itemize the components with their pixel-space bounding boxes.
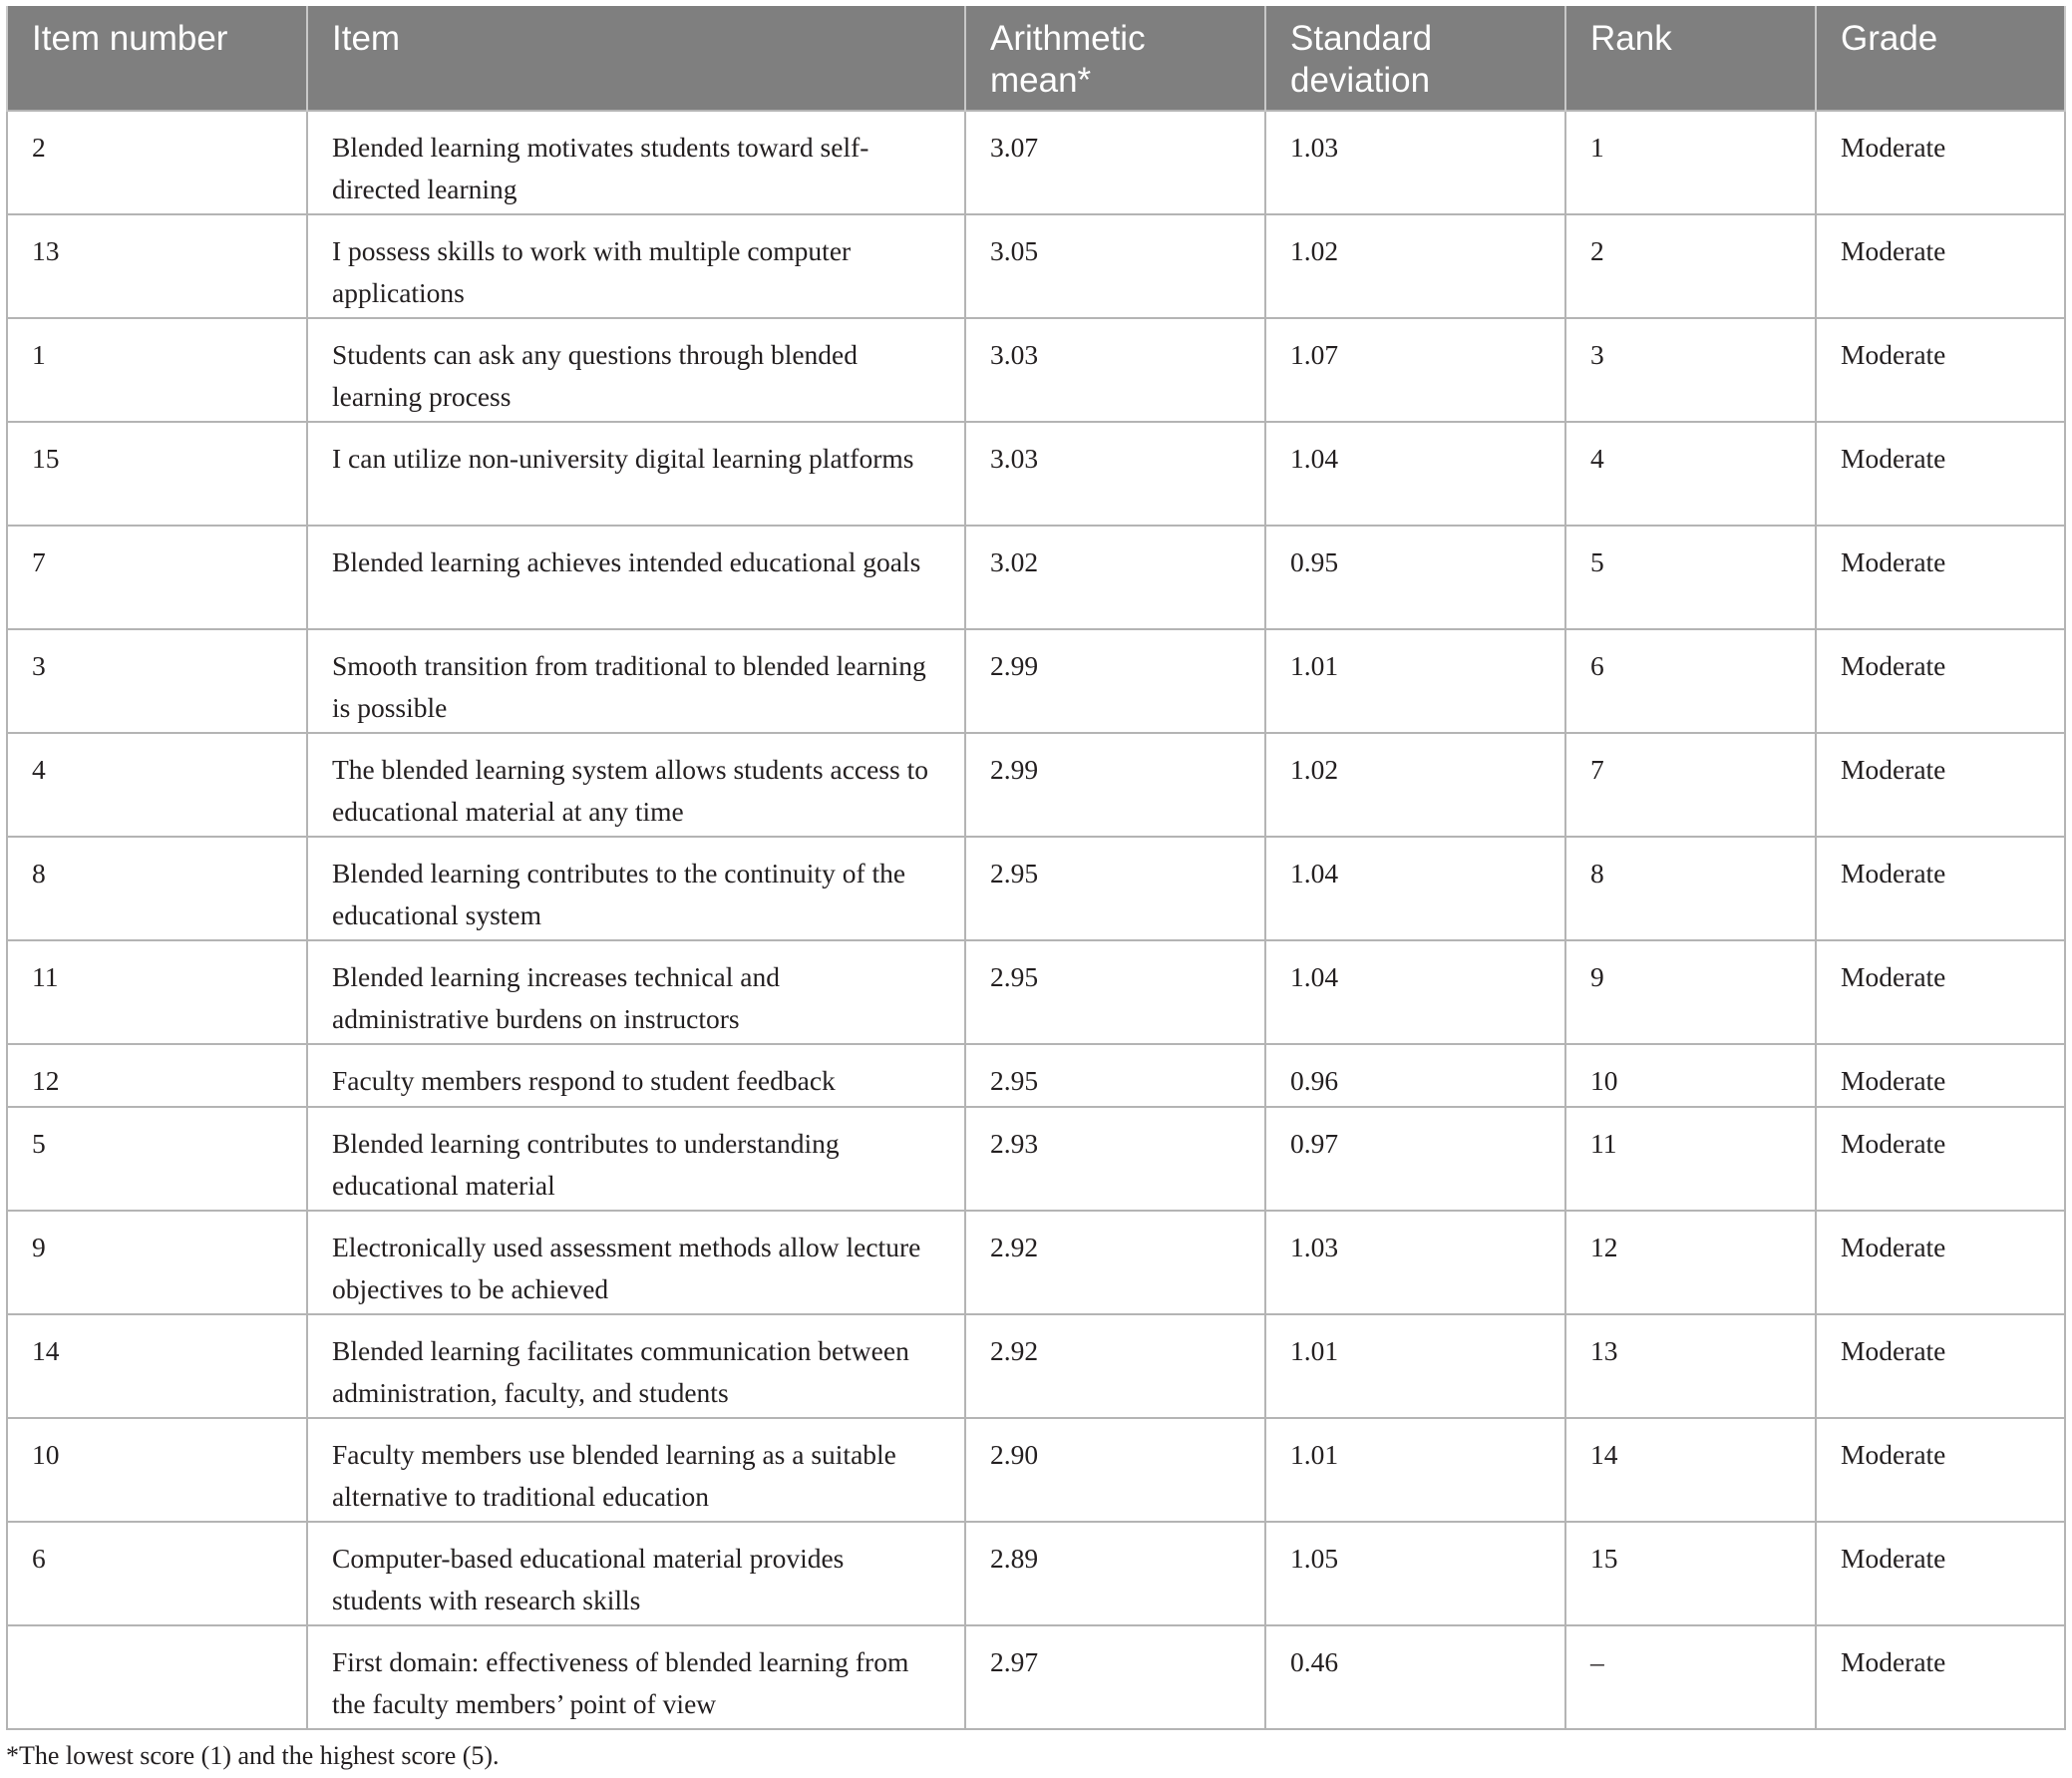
cell-rank: 3	[1565, 318, 1816, 422]
cell-item: Blended learning contributes to understanding educational material	[307, 1107, 965, 1211]
table-row	[7, 526, 2065, 629]
table-row	[7, 1522, 2065, 1625]
cell-mean: 2.90	[965, 1418, 1265, 1522]
cell-grade: Moderate	[1816, 526, 2065, 629]
table-row-domain-summary	[7, 1625, 2065, 1729]
cell-rank: 14	[1565, 1418, 1816, 1522]
cell-rank: 13	[1565, 1314, 1816, 1418]
cell-item: Blended learning facilitates communication between administration, faculty, and students	[307, 1314, 965, 1418]
cell-grade: Moderate	[1816, 1522, 2065, 1625]
header-row	[7, 6, 2065, 111]
header-item-number: Item number	[7, 6, 307, 111]
cell-item: Blended learning achieves intended educational goals	[307, 526, 965, 629]
cell-grade: Moderate	[1816, 214, 2065, 318]
cell-item: Blended learning increases technical and administrative burdens on instructors	[307, 940, 965, 1044]
cell-grade: Moderate	[1816, 940, 2065, 1044]
cell-rank: 10	[1565, 1044, 1816, 1107]
cell-sd: 0.97	[1265, 1107, 1565, 1211]
header-grade: Grade	[1816, 6, 2065, 111]
cell-grade: Moderate	[1816, 111, 2065, 214]
cell-sd: 1.01	[1265, 629, 1565, 733]
cell-item-number: 13	[7, 214, 307, 318]
cell-item: I can utilize non-university digital learning platforms	[307, 422, 965, 526]
cell-sd: 0.46	[1265, 1625, 1565, 1729]
cell-mean: 2.95	[965, 1044, 1265, 1107]
cell-item-number: 3	[7, 629, 307, 733]
cell-item: Blended learning contributes to the continuity of the educational system	[307, 837, 965, 940]
table-row	[7, 1107, 2065, 1211]
table-row	[7, 214, 2065, 318]
cell-mean: 2.92	[965, 1211, 1265, 1314]
cell-rank: 7	[1565, 733, 1816, 837]
cell-sd: 1.04	[1265, 837, 1565, 940]
table-row	[7, 1211, 2065, 1314]
cell-item: Students can ask any questions through blended learning process	[307, 318, 965, 422]
cell-rank: 6	[1565, 629, 1816, 733]
table-row	[7, 111, 2065, 214]
cell-mean: 2.89	[965, 1522, 1265, 1625]
cell-rank: 2	[1565, 214, 1816, 318]
cell-mean: 3.07	[965, 111, 1265, 214]
cell-mean: 3.03	[965, 422, 1265, 526]
cell-grade: Moderate	[1816, 1625, 2065, 1729]
table-row	[7, 1044, 2065, 1107]
cell-grade: Moderate	[1816, 1044, 2065, 1107]
header-rank: Rank	[1565, 6, 1816, 111]
cell-mean: 2.99	[965, 733, 1265, 837]
cell-item-number: 8	[7, 837, 307, 940]
cell-grade: Moderate	[1816, 422, 2065, 526]
cell-sd: 0.95	[1265, 526, 1565, 629]
cell-item: I possess skills to work with multiple computer applications	[307, 214, 965, 318]
cell-sd: 1.04	[1265, 940, 1565, 1044]
cell-grade: Moderate	[1816, 629, 2065, 733]
cell-item-number: 7	[7, 526, 307, 629]
cell-rank: 11	[1565, 1107, 1816, 1211]
cell-grade: Moderate	[1816, 1418, 2065, 1522]
cell-grade: Moderate	[1816, 837, 2065, 940]
cell-item: Faculty members respond to student feedback	[307, 1044, 965, 1107]
table-row	[7, 422, 2065, 526]
cell-item-number: 9	[7, 1211, 307, 1314]
cell-item-number: 10	[7, 1418, 307, 1522]
table-header	[7, 6, 2065, 111]
cell-rank: 9	[1565, 940, 1816, 1044]
cell-rank: –	[1565, 1625, 1816, 1729]
cell-item-number: 2	[7, 111, 307, 214]
table-row	[7, 629, 2065, 733]
cell-grade: Moderate	[1816, 1107, 2065, 1211]
table-row	[7, 940, 2065, 1044]
table-row	[7, 1314, 2065, 1418]
cell-rank: 12	[1565, 1211, 1816, 1314]
cell-grade: Moderate	[1816, 1211, 2065, 1314]
cell-item: Faculty members use blended learning as a suitable alternative to traditional education	[307, 1418, 965, 1522]
cell-item-number: 1	[7, 318, 307, 422]
table-body	[7, 111, 2065, 1729]
cell-sd: 1.01	[1265, 1418, 1565, 1522]
header-item: Item	[307, 6, 965, 111]
cell-item: Electronically used assessment methods allow lecture objectives to be achieved	[307, 1211, 965, 1314]
cell-rank: 5	[1565, 526, 1816, 629]
cell-rank: 4	[1565, 422, 1816, 526]
cell-grade: Moderate	[1816, 1314, 2065, 1418]
cell-mean: 2.92	[965, 1314, 1265, 1418]
cell-item: Computer-based educational material provides students with research skills	[307, 1522, 965, 1625]
cell-mean: 2.93	[965, 1107, 1265, 1211]
cell-item-number	[7, 1625, 307, 1729]
cell-rank: 15	[1565, 1522, 1816, 1625]
cell-item-number: 14	[7, 1314, 307, 1418]
header-arithmetic-mean: Arithmetic mean*	[965, 6, 1265, 111]
cell-sd: 1.03	[1265, 111, 1565, 214]
cell-item-number: 5	[7, 1107, 307, 1211]
cell-sd: 1.07	[1265, 318, 1565, 422]
cell-grade: Moderate	[1816, 318, 2065, 422]
cell-sd: 1.02	[1265, 733, 1565, 837]
cell-grade: Moderate	[1816, 733, 2065, 837]
cell-item-number: 11	[7, 940, 307, 1044]
results-table	[6, 6, 2066, 1730]
cell-sd: 1.03	[1265, 1211, 1565, 1314]
cell-item-number: 12	[7, 1044, 307, 1107]
table-row	[7, 318, 2065, 422]
cell-mean: 2.99	[965, 629, 1265, 733]
cell-mean: 2.95	[965, 940, 1265, 1044]
cell-mean: 3.05	[965, 214, 1265, 318]
table-row	[7, 837, 2065, 940]
table-row	[7, 1418, 2065, 1522]
cell-rank: 1	[1565, 111, 1816, 214]
cell-item-number: 15	[7, 422, 307, 526]
cell-item: First domain: effectiveness of blended learning from the faculty members’ point of view	[307, 1625, 965, 1729]
cell-mean: 3.02	[965, 526, 1265, 629]
cell-sd: 1.05	[1265, 1522, 1565, 1625]
table-footnote: *The lowest score (1) and the highest score (5).	[6, 1741, 500, 1770]
table-row	[7, 733, 2065, 837]
cell-sd: 1.02	[1265, 214, 1565, 318]
header-standard-deviation: Standard deviation	[1265, 6, 1565, 111]
cell-sd: 1.04	[1265, 422, 1565, 526]
cell-sd: 0.96	[1265, 1044, 1565, 1107]
cell-mean: 2.95	[965, 837, 1265, 940]
cell-mean: 2.97	[965, 1625, 1265, 1729]
cell-item-number: 6	[7, 1522, 307, 1625]
cell-rank: 8	[1565, 837, 1816, 940]
cell-item: Blended learning motivates students toward self-directed learning	[307, 111, 965, 214]
cell-sd: 1.01	[1265, 1314, 1565, 1418]
cell-mean: 3.03	[965, 318, 1265, 422]
results-table-container	[6, 6, 2064, 1730]
cell-item-number: 4	[7, 733, 307, 837]
cell-item: The blended learning system allows students access to educational material at any time	[307, 733, 965, 837]
cell-item: Smooth transition from traditional to blended learning is possible	[307, 629, 965, 733]
